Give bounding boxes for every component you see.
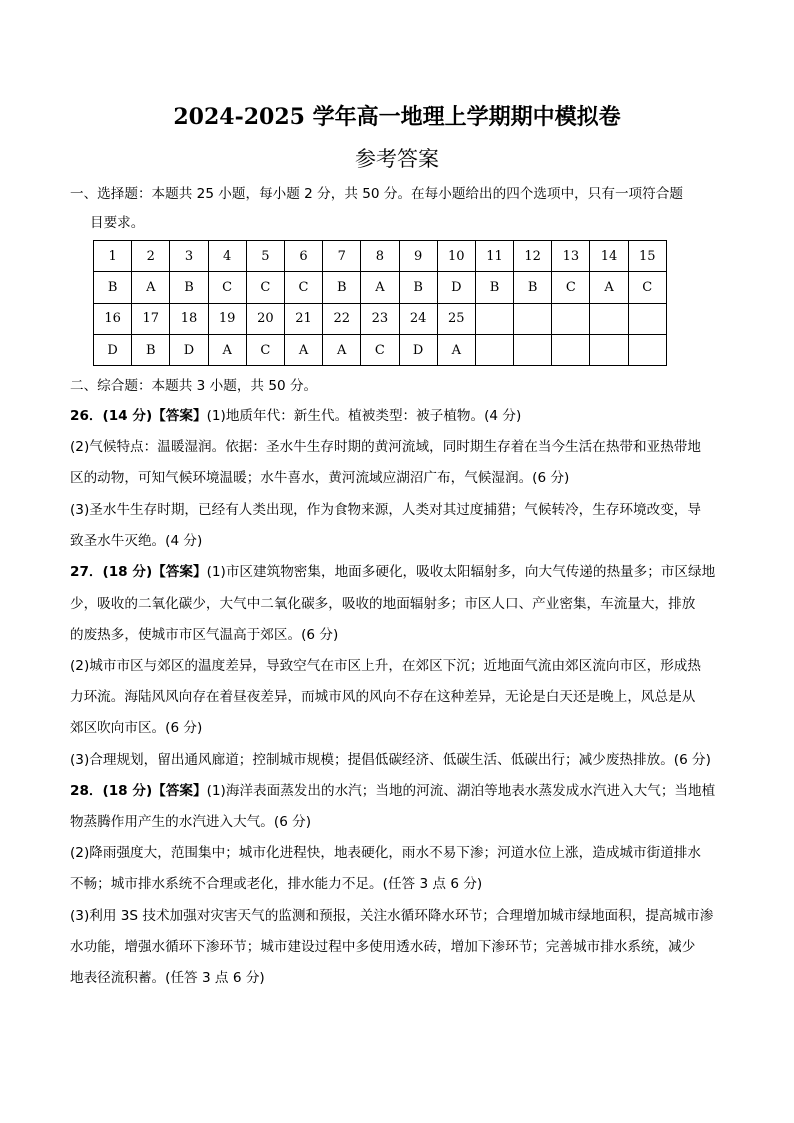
answer-cell: A xyxy=(132,272,170,303)
q26-p2b: 区的动物，可知气候环境温暖；水牛喜水，黄河流域应湖沼广布，气候湿润。(6 分) xyxy=(70,470,570,486)
q26-p2a: (2)气候特点：温暖湿润。依据：圣水牛生存时期的黄河流域，同时期生存着在当今生活在热带和亚热带地 xyxy=(70,439,701,455)
answer-cell: C xyxy=(361,334,399,365)
q26-p1: (1)地质年代：新生代。植被类型：被子植物。(4 分) xyxy=(206,408,522,424)
question-number-cell: 5 xyxy=(246,241,284,272)
question-number-cell: 14 xyxy=(590,241,628,272)
answer-cell: C xyxy=(628,272,666,303)
answer-cell: B xyxy=(170,272,208,303)
question-number-cell: 3 xyxy=(170,241,208,272)
question-number-cell: 4 xyxy=(208,241,246,272)
q28-p1b: 物蒸腾作用产生的水汽进入大气。(6 分) xyxy=(70,814,312,830)
question-number-cell: 11 xyxy=(475,241,513,272)
answer-cell: C xyxy=(284,272,322,303)
q27-p1b: 少，吸收的二氧化碳少，大气中二氧化碳多，吸收的地面辐射多；市区人口、产业密集，车流量大，排放 xyxy=(70,596,696,612)
question-number-cell: 15 xyxy=(628,241,666,272)
exam-title: 2024-2025 学年高一地理上学期期中模拟卷 xyxy=(173,104,621,130)
question-number-cell: 12 xyxy=(514,241,552,272)
q27-p2a: (2)城市市区与郊区的温度差异，导致空气在市区上升，在郊区下沉；近地面气流由郊区流向市区，形成热 xyxy=(70,658,701,674)
answer-cell: A xyxy=(361,272,399,303)
answer-cell: B xyxy=(132,334,170,365)
question-number-cell: 1 xyxy=(94,241,132,272)
q28-head: 28．(18 分)【答案】 xyxy=(70,783,207,799)
question-number-cell xyxy=(590,303,628,334)
q26-line1 xyxy=(70,406,521,426)
question-number-cell: 10 xyxy=(437,241,475,272)
answer-cell: D xyxy=(437,272,475,303)
question-number-cell xyxy=(628,303,666,334)
question-number-cell: 23 xyxy=(361,303,399,334)
answer-cell: A xyxy=(437,334,475,365)
question-number-cell xyxy=(514,303,552,334)
answer-cell xyxy=(514,334,552,365)
answer-cell xyxy=(475,334,513,365)
question-number-cell: 17 xyxy=(132,303,170,334)
question-number-cell: 21 xyxy=(284,303,322,334)
q27-p1c: 的废热多，使城市市区气温高于郊区。(6 分) xyxy=(70,627,339,643)
question-number-cell: 25 xyxy=(437,303,475,334)
question-number-cell: 22 xyxy=(323,303,361,334)
q27-p1a: (1)市区建筑物密集，地面多硬化，吸收太阳辐射多，向大气传递的热量多；市区绿地 xyxy=(206,564,716,580)
answer-cell: B xyxy=(475,272,513,303)
answer-cell: B xyxy=(399,272,437,303)
answer-cell: C xyxy=(552,272,590,303)
question-number-cell: 20 xyxy=(246,303,284,334)
q27-p2c: 郊区吹向市区。(6 分) xyxy=(70,720,203,736)
answer-cell xyxy=(590,334,628,365)
q28-line1 xyxy=(70,781,715,801)
answer-cell: A xyxy=(208,334,246,365)
answer-table-row xyxy=(94,303,667,334)
section1-instructions-line2: 目要求。 xyxy=(90,215,145,231)
q27-p3: (3)合理规划，留出通风廊道；控制城市规模；提倡低碳经济、低碳生活、低碳出行；减少废热排放。(6 分) xyxy=(70,752,711,768)
answer-table-row xyxy=(94,272,667,303)
q27-head: 27．(18 分)【答案】 xyxy=(70,564,207,580)
question-number-cell: 7 xyxy=(323,241,361,272)
q28-p3c: 地表径流积蓄。(任答 3 点 6 分) xyxy=(70,970,265,986)
question-number-cell: 8 xyxy=(361,241,399,272)
q26-p3a: (3)圣水牛生存时期，已经有人类出现，作为食物来源，人类对其过度捕猎；气候转冷，生存环境改变，导 xyxy=(70,502,701,518)
answer-cell: A xyxy=(323,334,361,365)
q27-line1 xyxy=(70,562,715,582)
q28-p2b: 不畅；城市排水系统不合理或老化，排水能力不足。(任答 3 点 6 分) xyxy=(70,876,483,892)
answer-cell: A xyxy=(284,334,322,365)
answer-table xyxy=(93,240,667,366)
answer-cell: B xyxy=(323,272,361,303)
answer-table-row xyxy=(94,334,667,365)
answer-cell: D xyxy=(399,334,437,365)
q28-p1a: (1)海洋表面蒸发出的水汽；当地的河流、湖泊等地表水蒸发成水汽进入大气；当地植 xyxy=(206,783,716,799)
section2-heading: 二、综合题：本题共 3 小题，共 50 分。 xyxy=(70,378,318,394)
q27-p2b: 力环流。海陆风风向存在着昼夜差异，而城市风的风向不存在这种差异，无论是白天还是晚上，风总是从 xyxy=(70,689,696,705)
answer-cell: D xyxy=(170,334,208,365)
answer-cell xyxy=(628,334,666,365)
question-number-cell: 9 xyxy=(399,241,437,272)
answer-cell: C xyxy=(208,272,246,303)
answer-cell: B xyxy=(94,272,132,303)
answer-cell: C xyxy=(246,272,284,303)
question-number-cell: 2 xyxy=(132,241,170,272)
q28-p3b: 水功能，增强水循环下渗环节；城市建设过程中多使用透水砖，增加下渗环节；完善城市排水系统，减少 xyxy=(70,939,696,955)
question-number-cell: 13 xyxy=(552,241,590,272)
q28-p2a: (2)降雨强度大，范围集中；城市化进程快，地表硬化，雨水不易下渗；河道水位上涨，造成城市街道排水 xyxy=(70,845,701,861)
question-number-cell: 24 xyxy=(399,303,437,334)
answer-cell xyxy=(552,334,590,365)
answer-cell: C xyxy=(246,334,284,365)
section1-instructions-line1: 一、选择题：本题共 25 小题，每小题 2 分，共 50 分。在每小题给出的四个选项中，只有一项符合题 xyxy=(70,186,683,202)
q26-head: 26．(14 分)【答案】 xyxy=(70,408,207,424)
question-number-cell: 19 xyxy=(208,303,246,334)
question-number-cell xyxy=(475,303,513,334)
answer-cell: B xyxy=(514,272,552,303)
q28-p3a: (3)利用 3S 技术加强对灾害天气的监测和预报，关注水循环降水环节；合理增加城市绿地面积，提高城市渗 xyxy=(70,908,714,924)
answer-key-subtitle: 参考答案 xyxy=(355,147,439,171)
q26-p3b: 致圣水牛灭绝。(4 分) xyxy=(70,533,203,549)
question-number-cell: 18 xyxy=(170,303,208,334)
answer-table-row xyxy=(94,241,667,272)
answer-cell: A xyxy=(590,272,628,303)
question-number-cell: 6 xyxy=(284,241,322,272)
question-number-cell: 16 xyxy=(94,303,132,334)
answer-cell: D xyxy=(94,334,132,365)
question-number-cell xyxy=(552,303,590,334)
